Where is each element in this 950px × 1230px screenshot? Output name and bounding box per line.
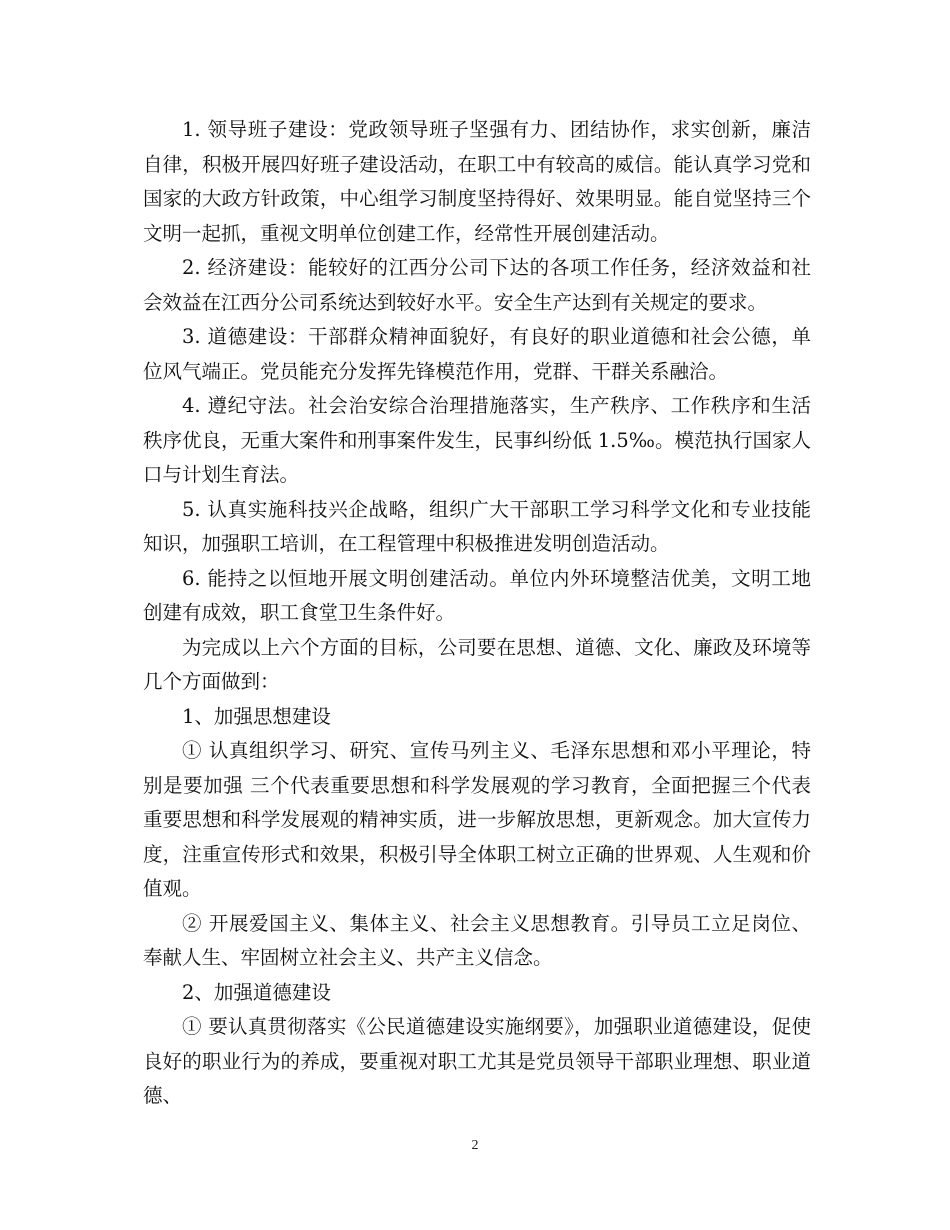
heading-morality: 2、加强道德建设 (182, 980, 331, 1004)
paragraph-morality-1: ① 要认真贯彻落实《公民道德建设实施纲要》，加强职业道德建设，促使良好的职业行为的养成，要重视对职工尤其是党员领导干部职业理想、职业道德、 (143, 1015, 811, 1107)
paragraph-civilization: 6. 能持之以恒地开展文明创建活动。单位内外环境整洁优美，文明工地创建有成效，职工食堂卫生条件好。 (143, 566, 811, 624)
paragraph-morality: 3. 道德建设：干部群众精神面貌好，有良好的职业道德和社会公德，单位风气端正。党员能充分发挥先锋模范作用，党群、干群关系融洽。 (143, 325, 811, 383)
paragraph-goals-intro: 为完成以上六个方面的目标，公司要在思想、道德、文化、廉政及环境等几个方面做到： (143, 635, 811, 693)
paragraph-law: 4. 遵纪守法。社会治安综合治理措施落实，生产秩序、工作秩序和生活秩序优良，无重大案件和刑事案件发生，民事纠纷低 1.5‰。模范执行国家人口与计划生育法。 (143, 394, 811, 486)
heading-ideology: 1、加强思想建设 (182, 704, 331, 728)
paragraph-leadership: 1. 领导班子建设：党政领导班子坚强有力、团结协作，求实创新，廉洁自律，积极开展四好班子建设活动，在职工中有较高的威信。能认真学习党和国家的大政方针政策，中心组学习制度坚持得好、效果明显。能自觉坚持三个文明一起抓，重视文明单位创建工作，经常性开展创建活动。 (143, 118, 811, 245)
paragraph-economy: 2. 经济建设：能较好的江西分公司下达的各项工作任务，经济效益和社会效益在江西分公司系统达到较好水平。安全生产达到有关规定的要求。 (143, 256, 811, 314)
paragraph-ideology-1: ① 认真组织学习、研究、宣传马列主义、毛泽东思想和邓小平理论，特别是要加强 三个代表重要思想和科学发展观的学习教育，全面把握三个代表重要思想和科学发展观的精神实质，进一步解放思想，更新观念。加大宣传力度，注重宣传形式和效果，积极引导全体职工树立正确的世界观、人生观和价值观。 (143, 739, 811, 900)
page-number: 2 (471, 1138, 479, 1153)
paragraph-ideology-2: ② 开展爱国主义、集体主义、社会主义思想教育。引导员工立足岗位、奉献人生、牢固树立社会主义、共产主义信念。 (143, 911, 811, 969)
paragraph-technology: 5. 认真实施科技兴企战略，组织广大干部职工学习科学文化和专业技能知识，加强职工培训，在工程管理中积极推进发明创造活动。 (143, 497, 811, 555)
document-body (143, 113, 811, 1114)
